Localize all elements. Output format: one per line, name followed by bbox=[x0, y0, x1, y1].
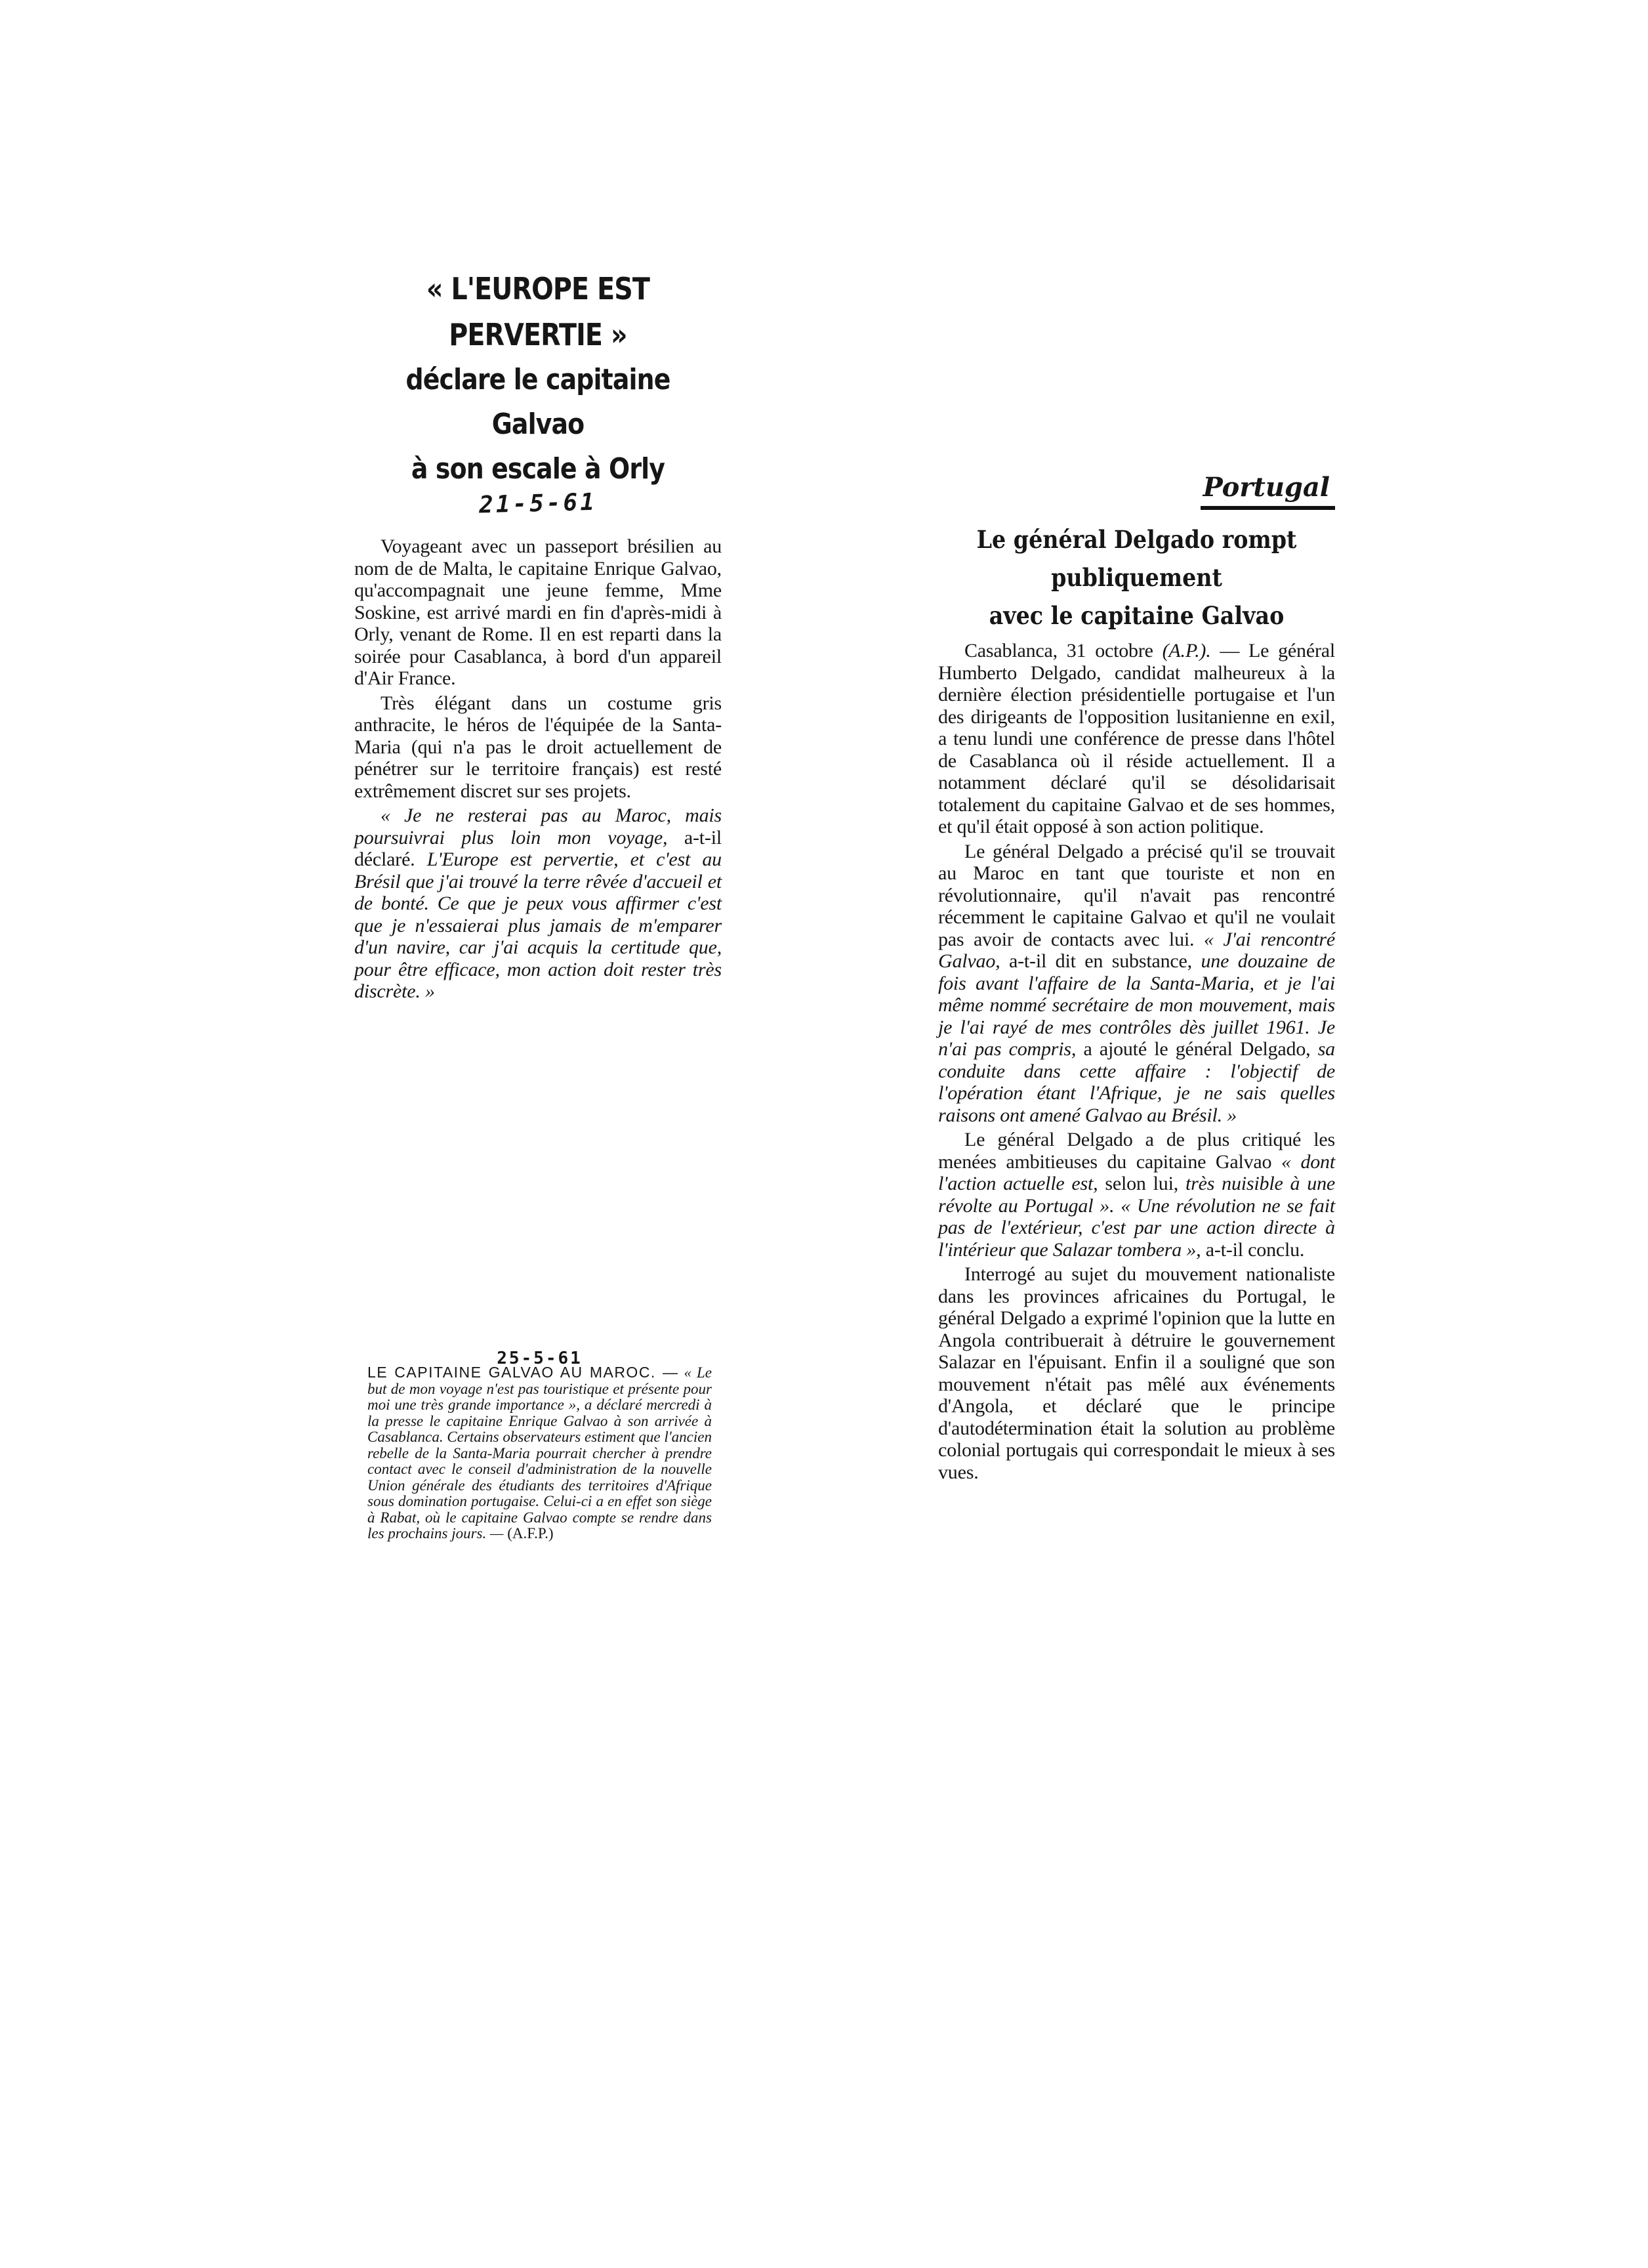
left-quote-part-2: L'Europe est pervertie, et c'est au Brésil que j'ai trouvé la terre rêvée d'accueil et de bonté. Ce que je peux vous affirmer c'est que je n'essaierai plus jamais de m'emparer d'un navire, car j'ai acquis la certitude que, pour être efficace, mon action doit rester très discrète. » bbox=[354, 849, 722, 1002]
left-headline-line-2: déclare le capitaine Galvao bbox=[405, 363, 670, 441]
right-paragraph-2f: sa conduite dans cette affaire : l'objectif de l'opération étant l'Afrique, je ne sais quelles raisons ont amené Galvao au Brésil. » bbox=[938, 1038, 1335, 1126]
right-paragraph-1: Casablanca, 31 octobre (A.P.). — Le général Humberto Delgado, candidat malheureux à la dernière élection présidentielle portugaise et l'un des dirigeants de l'opposition lusitanienne en exil, a tenu lundi une conférence de presse dans l'hôtel de Casablanca où il réside actuellement. Il a notamment déclaré qu'il se désolidarisait totalement du capitaine Galvao et de ses hommes, et qu'il était opposé à son action politique. bbox=[938, 640, 1335, 837]
right-paragraph-3c: selon lui, bbox=[1105, 1173, 1179, 1194]
left-quote-paragraph bbox=[354, 805, 722, 1003]
right-paragraph-2a: Le général Delgado a précisé qu'il se trouvait au Maroc en tant que touriste et non en révolutionnaire, qu'il n'avait pas rencontré récemment le capitaine Galvao et qu'il ne voulait pas avoir de contacts avec lui. bbox=[938, 840, 1335, 950]
brief-article bbox=[367, 1349, 712, 1542]
left-article-body bbox=[354, 536, 722, 1003]
kicker-rule bbox=[1201, 506, 1335, 510]
right-paragraph-3d: très nuisible à une révolte au Portugal ». « Une révolution ne se fait pas de l'extérieur, c'est par une action directe à l'intérieur que Salazar tombera », bbox=[938, 1173, 1335, 1261]
left-headline-line-3: à son escale à Orly bbox=[411, 452, 665, 486]
left-article bbox=[354, 266, 722, 1003]
right-paragraph-3 bbox=[938, 1129, 1335, 1261]
right-article bbox=[938, 469, 1335, 1483]
right-headline-line-1: Le général Delgado rompt bbox=[976, 525, 1297, 554]
dateline: Casablanca, 31 octobre bbox=[964, 640, 1153, 662]
right-paragraph-4: Interrogé au sujet du mouvement nationaliste dans les provinces africaines du Portugal, le général Delgado a exprimé l'opinion que la lutte en Angola contribuerait à détruire le gouvernement Salazar en l'épuisant. Enfin il a souligné que son mouvement n'était pas mêlé aux événements d'Angola, et déclaré que le principe d'autodétermination était la solution au problème colonial portugais qui correspondait le mieux à ses vues. bbox=[938, 1263, 1335, 1483]
right-paragraph-2d: une douzaine de fois avant l'affaire de la Santa-Maria, et je l'ai même nommé secrétaire de mon mouvement, mais je l'ai rayé de mes contrôles dès juillet 1961. Je n'ai pas compris, bbox=[938, 950, 1335, 1060]
brief-handwritten-date: 25-5-61 bbox=[497, 1349, 583, 1368]
agency-credit: (A.P.). bbox=[1162, 640, 1211, 662]
right-paragraph-2b: « J'ai rencontré Galvao, bbox=[938, 928, 1335, 972]
left-paragraph-2: Très élégant dans un costume gris anthracite, le héros de l'équipée de la Santa-Maria (qui n'a pas le droit actuellement de pénétrer sur le territoire français) est resté extrêmement discret sur ses projets. bbox=[354, 692, 722, 802]
right-headline-line-2: publiquement bbox=[1051, 563, 1222, 592]
right-paragraph-1-text: Le général Humberto Delgado, candidat malheureux à la dernière élection présidentielle portugaise et l'un des dirigeants de l'opposition lusitanienne en exil, a tenu lundi une conférence de presse dans l'hôtel de Casablanca où il réside actuellement. Il a notamment déclaré qu'il se désolidarisait totalement du capitaine Galvao et de ses hommes, et qu'il était opposé à son action politique. bbox=[938, 640, 1335, 837]
right-paragraph-2e: a ajouté le général Delgado, bbox=[1083, 1038, 1311, 1060]
right-paragraph-2c: a-t-il dit en substance, bbox=[1009, 950, 1192, 972]
brief-credit: (A.F.P.) bbox=[507, 1525, 554, 1542]
right-paragraph-3b: « dont l'action actuelle est, bbox=[938, 1150, 1335, 1194]
left-paragraph-1: Voyageant avec un passeport brésilien au nom de de Malta, le capitaine Enrique Galvao, qu'accompagnait une jeune femme, Mme Soskine, est arrivé mardi en fin d'après-midi à Orly, venant de Rome. Il en est reparti dans la soirée pour Casablanca, à bord d'un appareil d'Air France. bbox=[354, 536, 722, 689]
right-paragraph-3a: Le général Delgado a de plus critiqué les menées ambitieuses du capitaine Galvao bbox=[938, 1129, 1335, 1173]
left-quote-attribution: a-t-il déclaré. bbox=[354, 826, 722, 870]
brief-text: « Le but de mon voyage n'est pas touristique et présente pour moi une très grande importance », a déclaré mercredi à la presse le capitaine Enrique Galvao à son arrivée à Casablanca. Certains observateurs estiment que l'ancien rebelle de la Santa-Maria pourrait chercher à prendre contact avec le conseil d'administration de la nouvelle Union générale des étudiants des territoires d'Afrique sous domination portugaise. Celui-ci a en effet son siège à Rabat, où le capitaine Galvao compte se rendre dans les prochains jours. — bbox=[367, 1364, 712, 1542]
brief-lead: LE CAPITAINE GALVAO AU MAROC. — bbox=[367, 1364, 679, 1381]
left-headline-line-1: « L'EUROPE EST PERVERTIE » bbox=[426, 271, 650, 352]
handwritten-date-annotation: 21-5-61 bbox=[478, 488, 598, 519]
right-article-body bbox=[938, 640, 1335, 1483]
right-headline-line-3: avec le capitaine Galvao bbox=[989, 601, 1285, 630]
brief-body bbox=[367, 1364, 712, 1542]
left-quote-part-1: « Je ne resterai pas au Maroc, mais poursuivrai plus loin mon voyage, bbox=[354, 805, 722, 849]
section-kicker: Portugal bbox=[1203, 472, 1330, 503]
right-paragraph-3e: a-t-il conclu. bbox=[1205, 1238, 1305, 1261]
right-paragraph-2 bbox=[938, 841, 1335, 1127]
